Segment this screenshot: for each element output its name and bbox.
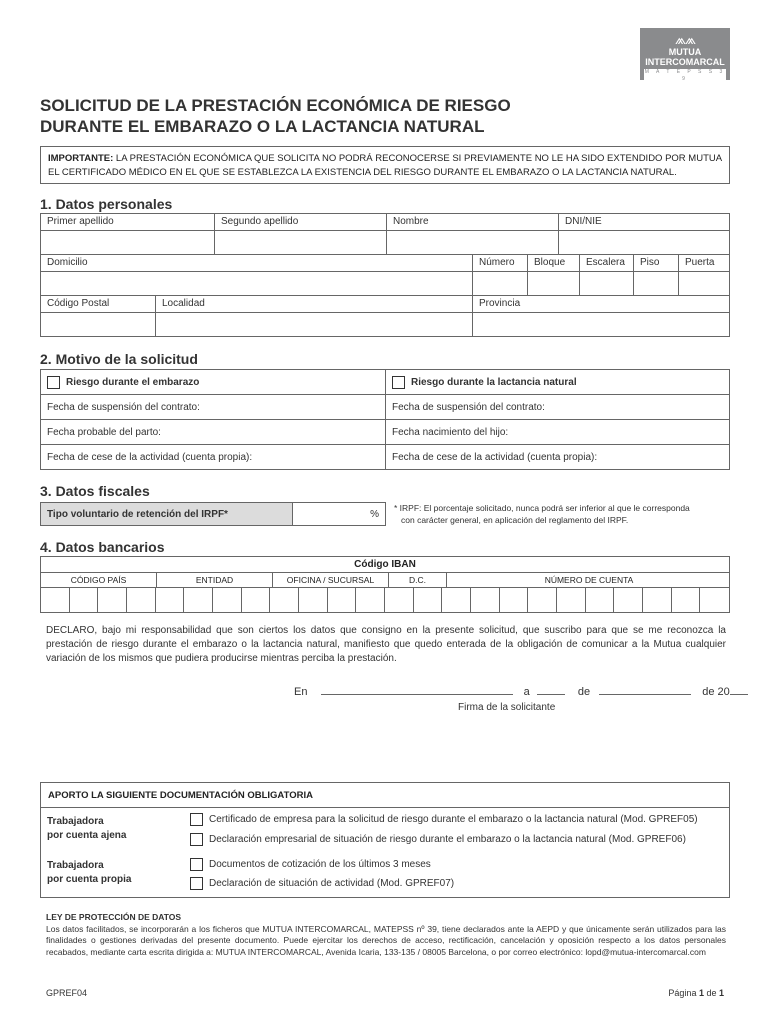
ajena-doc2[interactable] [190, 833, 686, 846]
iban-digit-cell[interactable] [700, 588, 729, 612]
location-table [40, 295, 730, 337]
form-code: GPREF04 [46, 988, 88, 998]
place-field[interactable] [321, 683, 513, 695]
month-field[interactable] [599, 683, 691, 695]
domicilio-field[interactable] [41, 272, 473, 296]
year-field[interactable] [730, 683, 748, 695]
right-fecha-cese[interactable]: Fecha de cese de la actividad (cuenta propia): [386, 445, 730, 470]
iban-digit-cell[interactable] [586, 588, 615, 612]
iban-digit-cell[interactable] [471, 588, 500, 612]
ajena-doc2-label: Declaración empresarial de situación de riesgo durante el embarazo o la lactancia natural (Mod. GPREF06) [209, 834, 686, 846]
primer-apellido-label: Primer apellido [41, 214, 215, 231]
sig-en: En [294, 686, 308, 698]
important-text: LA PRESTACIÓN ECONÓMICA QUE SOLICITA NO PODRÁ RECONOCERSE SI PREVIAMENTE NO LE HA SIDO EXTENDIDO POR MUTUA EL CERTIFICADO MÉDICO EN EL QUE SE ESTABLEZCA LA EXISTENCIA DEL RIESGO DURANTE EL EMBARAZO O LA LACTANCIA NATURAL. [48, 153, 722, 178]
escalera-field[interactable] [580, 272, 634, 296]
escalera-label: Escalera [580, 255, 634, 272]
sig-de20: de 20 [702, 686, 730, 698]
iban-digit-cell[interactable] [672, 588, 701, 612]
segundo-apellido-label: Segundo apellido [215, 214, 387, 231]
iban-digit-cell[interactable] [328, 588, 357, 612]
propia-doc1-label: Documentos de cotización de los últimos 3 meses [209, 859, 431, 871]
iban-digit-cell[interactable] [614, 588, 643, 612]
ajena-line2: por cuenta ajena [47, 830, 127, 841]
iban-digit-cell[interactable] [356, 588, 385, 612]
logo-line3: M A T E P S S 3 9 [644, 69, 726, 82]
important-label: IMPORTANTE: [48, 153, 114, 164]
mutua-logo [640, 28, 730, 80]
provincia-field[interactable] [473, 313, 730, 337]
propia-line2: por cuenta propia [47, 874, 132, 885]
piso-field[interactable] [634, 272, 679, 296]
data-protection-notice [46, 912, 726, 958]
checkbox-lactancia[interactable] [392, 376, 405, 389]
logo-line1: MUTUA [668, 47, 702, 57]
signature-label: Firma de la solicitante [458, 702, 556, 713]
codigo-postal-field[interactable] [41, 313, 156, 337]
nombre-label: Nombre [387, 214, 559, 231]
iban-digit-cell[interactable] [41, 588, 70, 612]
iban-header-oficina: OFICINA / SUCURSAL [273, 573, 389, 588]
motive-table [40, 369, 730, 470]
ajena-doc1[interactable] [190, 813, 698, 826]
puerta-field[interactable] [679, 272, 730, 296]
iban-digit-cell[interactable] [557, 588, 586, 612]
bloque-field[interactable] [528, 272, 580, 296]
iban-digit-cell[interactable] [414, 588, 443, 612]
iban-digit-cell[interactable] [242, 588, 271, 612]
puerta-label: Puerta [679, 255, 730, 272]
iban-digit-cell[interactable] [299, 588, 328, 612]
address-table [40, 254, 730, 296]
ajena-line1: Trabajadora [47, 816, 104, 827]
iban-digit-cell[interactable] [127, 588, 156, 612]
sig-a: a [523, 686, 530, 698]
segundo-apellido-field[interactable] [215, 231, 387, 255]
docs-title: APORTO LA SIGUIENTE DOCUMENTACIÓN OBLIGATORIA [41, 783, 729, 808]
option-embarazo-label: Riesgo durante el embarazo [66, 376, 200, 388]
legal-title: LEY DE PROTECCIÓN DE DATOS [46, 912, 182, 922]
ajena-doc1-label: Certificado de empresa para la solicitud de riesgo durante el embarazo o la lactancia natural (Mod. GPREF05) [209, 814, 698, 826]
section3-title: 3. Datos fiscales [40, 483, 150, 499]
irpf-note-line2: con carácter general, en aplicación del reglamento del IRPF. [401, 515, 629, 525]
bloque-label: Bloque [528, 255, 580, 272]
checkbox-propia-doc2[interactable] [190, 877, 203, 890]
iban-header-dc: D.C. [389, 573, 447, 588]
left-fecha-suspension[interactable]: Fecha de suspensión del contrato: [41, 395, 386, 420]
checkbox-embarazo[interactable] [47, 376, 60, 389]
codigo-postal-label: Código Postal [41, 296, 156, 313]
section4-title: 4. Datos bancarios [40, 539, 165, 555]
title-line2: DURANTE EL EMBARAZO O LA LACTANCIA NATURAL [40, 117, 485, 136]
option-embarazo[interactable] [41, 370, 386, 395]
day-field[interactable] [537, 683, 565, 695]
irpf-percent-field[interactable] [293, 503, 386, 526]
iban-headers [41, 573, 729, 588]
propia-doc2[interactable] [190, 877, 454, 890]
legal-text: Los datos facilitados, se incorporarán a los ficheros que MUTUA INTERCOMARCAL, MATEPSS nº 39, tiene declarados ante la AEPD y que únicamente serán utilizados para las finalidades o gestiones derivadas del presente documento. Puede ejercitar los derechos de acceso, rectificación, cancelación y oposición respecto a los datos personales recabados, mediante carta escrita dirigida a: MUTUA INTERCOMARCAL, Avenida Icaria, 133-135 / 08005 Barcelona, o por correo electrónico: lopd@mutua-intercomarcal.com [46, 923, 726, 957]
iban-title: Código IBAN [41, 557, 729, 573]
localidad-field[interactable] [156, 313, 473, 337]
right-fecha-nacimiento[interactable]: Fecha nacimiento del hijo: [386, 420, 730, 445]
iban-digit-cell[interactable] [70, 588, 99, 612]
iban-digit-cell[interactable] [98, 588, 127, 612]
declaration-text: DECLARO, bajo mi responsabilidad que son ciertos los datos que consigno en la presente solicitud, que suscribo para que se me reconozca la prestación de riesgo durante el embarazo o la lactancia natural, manifiesto que quedo enterada de la obligación de comunicar a la Mutua cualquier variación de los mismos que pudiera producirse mientras perciba la prestación. [46, 625, 726, 664]
domicilio-label: Domicilio [41, 255, 473, 272]
checkbox-ajena-doc1[interactable] [190, 813, 203, 826]
irpf-label: Tipo voluntario de retención del IRPF* [41, 503, 293, 526]
propia-line1: Trabajadora [47, 860, 104, 871]
percent-sign: % [370, 508, 379, 520]
propia-doc1[interactable] [190, 858, 431, 871]
section1-title: 1. Datos personales [40, 196, 173, 212]
iban-header-pais: CÓDIGO PAÍS [41, 573, 157, 588]
sig-de: de [577, 686, 591, 698]
iban-cells [41, 588, 729, 612]
logo-mark-icon: ⩕⩕ [674, 31, 696, 47]
iban-digit-cell[interactable] [270, 588, 299, 612]
page-current: 1 [698, 988, 704, 998]
document-title [40, 95, 511, 137]
checkbox-ajena-doc2[interactable] [190, 833, 203, 846]
option-lactancia-label: Riesgo durante la lactancia natural [411, 376, 577, 388]
right-fecha-suspension[interactable]: Fecha de suspensión del contrato: [386, 395, 730, 420]
localidad-label: Localidad [156, 296, 473, 313]
iban-header-cuenta: NÚMERO DE CUENTA [544, 575, 634, 585]
iban-digit-cell[interactable] [528, 588, 557, 612]
nombre-field[interactable] [387, 231, 559, 255]
numero-label: Número [473, 255, 528, 272]
primer-apellido-field[interactable] [41, 231, 215, 255]
numero-field[interactable] [473, 272, 528, 296]
iban-digit-cell[interactable] [385, 588, 414, 612]
propia-label [47, 859, 131, 887]
page-total: 1 [718, 988, 724, 998]
checkbox-propia-doc1[interactable] [190, 858, 203, 871]
page-number [668, 988, 724, 998]
propia-doc2-label: Declaración de situación de actividad (Mod. GPREF07) [209, 878, 455, 890]
important-notice [40, 146, 730, 184]
iban-digit-cell[interactable] [442, 588, 471, 612]
irpf-note [394, 502, 730, 526]
irpf-table [40, 502, 386, 526]
iban-digit-cell[interactable] [500, 588, 529, 612]
iban-header-entidad: ENTIDAD [157, 573, 273, 588]
irpf-note-line1: * IRPF: El porcentaje solicitado, nunca podrá ser inferior al que le corresponda [394, 503, 690, 513]
page-prefix: Página [668, 988, 699, 998]
option-lactancia[interactable] [386, 370, 730, 395]
dni-label: DNI/NIE [559, 214, 730, 231]
section2-title: 2. Motivo de la solicitud [40, 351, 198, 367]
personal-data-table [40, 213, 730, 255]
iban-digit-cell[interactable] [184, 588, 213, 612]
left-fecha-parto[interactable]: Fecha probable del parto: [41, 420, 386, 445]
page-of: de [703, 988, 719, 998]
piso-label: Piso [634, 255, 679, 272]
iban-digit-cell[interactable] [156, 588, 185, 612]
ajena-label [47, 815, 126, 843]
logo-line2: INTERCOMARCAL [645, 57, 725, 67]
iban-digit-cell[interactable] [213, 588, 242, 612]
iban-box [40, 556, 730, 613]
left-fecha-cese[interactable]: Fecha de cese de la actividad (cuenta propia): [41, 445, 386, 470]
provincia-label: Provincia [473, 296, 730, 313]
title-line1: SOLICITUD DE LA PRESTACIÓN ECONÓMICA DE RIESGO [40, 96, 511, 115]
signature-place-date [294, 683, 748, 698]
dni-field[interactable] [559, 231, 730, 255]
iban-digit-cell[interactable] [643, 588, 672, 612]
